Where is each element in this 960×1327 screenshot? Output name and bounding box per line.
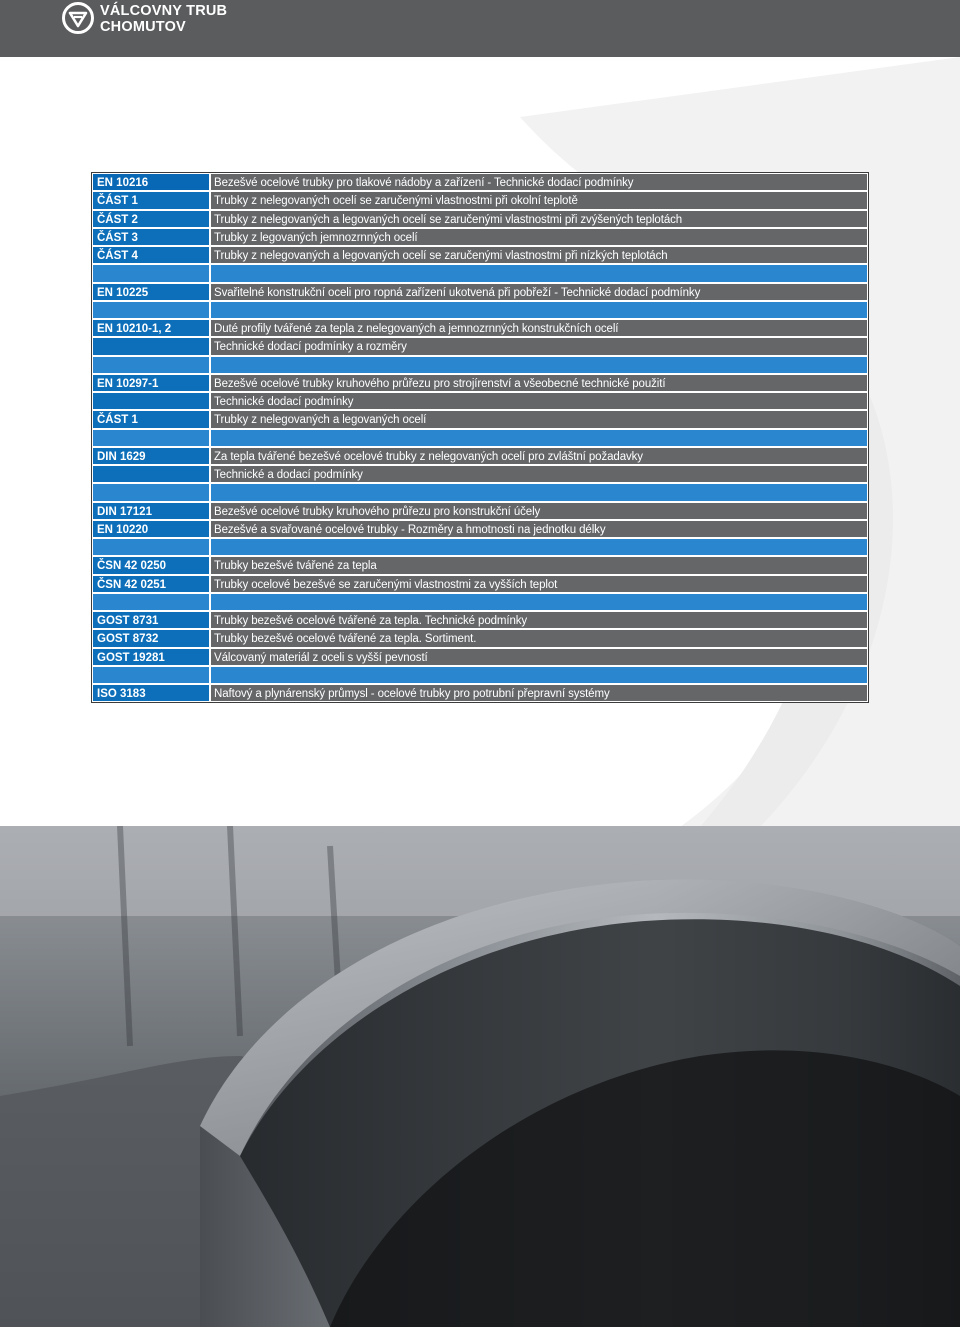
standard-description: Trubky z nelegovaných a legovaných ocelí se zaručenými vlastnostmi při zvýšených teplotách (210, 210, 868, 228)
table-row (92, 684, 868, 702)
standard-code: GOST 19281 (92, 648, 210, 666)
standard-code (92, 337, 210, 355)
standard-description: Trubky z nelegovaných a legovaných ocelí se zaručenými vlastnostmi při nízkých teplotách (210, 246, 868, 264)
standard-code (92, 264, 210, 282)
standard-code: EN 10220 (92, 520, 210, 538)
standard-code (92, 593, 210, 611)
standard-description: Naftový a plynárenský průmysl - ocelové trubky pro potrubní přepravní systémy (210, 684, 868, 702)
standard-code: ČÁST 1 (92, 191, 210, 209)
standard-description: Bezešvé ocelové trubky kruhového průřezu pro strojírenství a všeobecné technické použití (210, 374, 868, 392)
standard-code (92, 666, 210, 684)
standard-description: Technické dodací podmínky (210, 392, 868, 410)
table-row (92, 447, 868, 465)
standard-code: EN 10216 (92, 173, 210, 191)
standard-description: Válcovaný materiál z oceli s vyšší pevností (210, 648, 868, 666)
standard-code: ČÁST 3 (92, 228, 210, 246)
company-name-line2: CHOMUTOV (100, 19, 186, 35)
standard-code (92, 538, 210, 556)
standards-table (91, 172, 869, 703)
spacer-row (92, 301, 868, 319)
standard-description: Za tepla tvářené bezešvé ocelové trubky z nelegovaných ocelí pro zvláštní požadavky (210, 447, 868, 465)
standard-description (210, 264, 868, 282)
standard-description (210, 356, 868, 374)
company-logo-icon (62, 2, 94, 34)
standard-code: DIN 17121 (92, 502, 210, 520)
table-row (92, 210, 868, 228)
table-row (92, 629, 868, 647)
standard-description: Bezešvé a svařované ocelové trubky - Rozměry a hmotnosti na jednotku délky (210, 520, 868, 538)
standard-description: Trubky z nelegovaných a legovaných ocelí (210, 410, 868, 428)
standard-code (92, 483, 210, 501)
standard-description: Trubky bezešvé ocelové tvářené za tepla. Sortiment. (210, 629, 868, 647)
table-row (92, 502, 868, 520)
spacer-row (92, 593, 868, 611)
standard-code: EN 10210-1, 2 (92, 319, 210, 337)
standard-description (210, 483, 868, 501)
table-row (92, 556, 868, 574)
spacer-row (92, 483, 868, 501)
table-row (92, 337, 868, 355)
standard-description: Duté profily tvářené za tepla z nelegovaných a jemnozrnných konstrukčních ocelí (210, 319, 868, 337)
table-row (92, 465, 868, 483)
standard-description: Technické dodací podmínky a rozměry (210, 337, 868, 355)
standard-description (210, 666, 868, 684)
table-row (92, 228, 868, 246)
standard-description: Trubky z legovaných jemnozrnných ocelí (210, 228, 868, 246)
table-row (92, 246, 868, 264)
spacer-row (92, 264, 868, 282)
standard-code: EN 10297-1 (92, 374, 210, 392)
standard-description: Svařitelné konstrukční oceli pro ropná zařízení ukotvená při pobřeží - Technické dodací podmínky (210, 283, 868, 301)
standard-code: GOST 8731 (92, 611, 210, 629)
table-row (92, 283, 868, 301)
table-row (92, 648, 868, 666)
standard-code: ČÁST 4 (92, 246, 210, 264)
standard-code (92, 356, 210, 374)
standard-code: ČSN 42 0250 (92, 556, 210, 574)
standard-description (210, 301, 868, 319)
standard-description (210, 538, 868, 556)
standard-description: Bezešvé ocelové trubky kruhového průřezu pro konstrukční účely (210, 502, 868, 520)
spacer-row (92, 666, 868, 684)
table-row (92, 392, 868, 410)
table-row (92, 575, 868, 593)
standard-description (210, 593, 868, 611)
table-row (92, 374, 868, 392)
standard-description (210, 429, 868, 447)
standard-description: Trubky bezešvé tvářené za tepla (210, 556, 868, 574)
table-row (92, 191, 868, 209)
standard-code: ČÁST 2 (92, 210, 210, 228)
table-row (92, 319, 868, 337)
table-row (92, 173, 868, 191)
header-bar (0, 0, 960, 57)
standard-code (92, 301, 210, 319)
standard-code: ISO 3183 (92, 684, 210, 702)
standard-code: GOST 8732 (92, 629, 210, 647)
table-row (92, 520, 868, 538)
company-name (100, 3, 227, 35)
standard-code (92, 392, 210, 410)
standard-code (92, 429, 210, 447)
steel-pipe-photo (0, 826, 960, 1327)
standard-description: Trubky z nelegovaných ocelí se zaručenými vlastnostmi při okolní teplotě (210, 191, 868, 209)
spacer-row (92, 429, 868, 447)
spacer-row (92, 538, 868, 556)
company-name-line1: VÁLCOVNY TRUB (100, 3, 228, 19)
standard-description: Technické a dodací podmínky (210, 465, 868, 483)
table-row (92, 410, 868, 428)
standard-description: Bezešvé ocelové trubky pro tlakové nádoby a zařízení - Technické dodací podmínky (210, 173, 868, 191)
standard-description: Trubky ocelové bezešvé se zaručenými vlastnostmi za vyšších teplot (210, 575, 868, 593)
table-row (92, 611, 868, 629)
standard-code: ČÁST 1 (92, 410, 210, 428)
standard-code: EN 10225 (92, 283, 210, 301)
standard-code (92, 465, 210, 483)
standard-code: DIN 1629 (92, 447, 210, 465)
standard-code: ČSN 42 0251 (92, 575, 210, 593)
spacer-row (92, 356, 868, 374)
standard-description: Trubky bezešvé ocelové tvářené za tepla. Technické podmínky (210, 611, 868, 629)
